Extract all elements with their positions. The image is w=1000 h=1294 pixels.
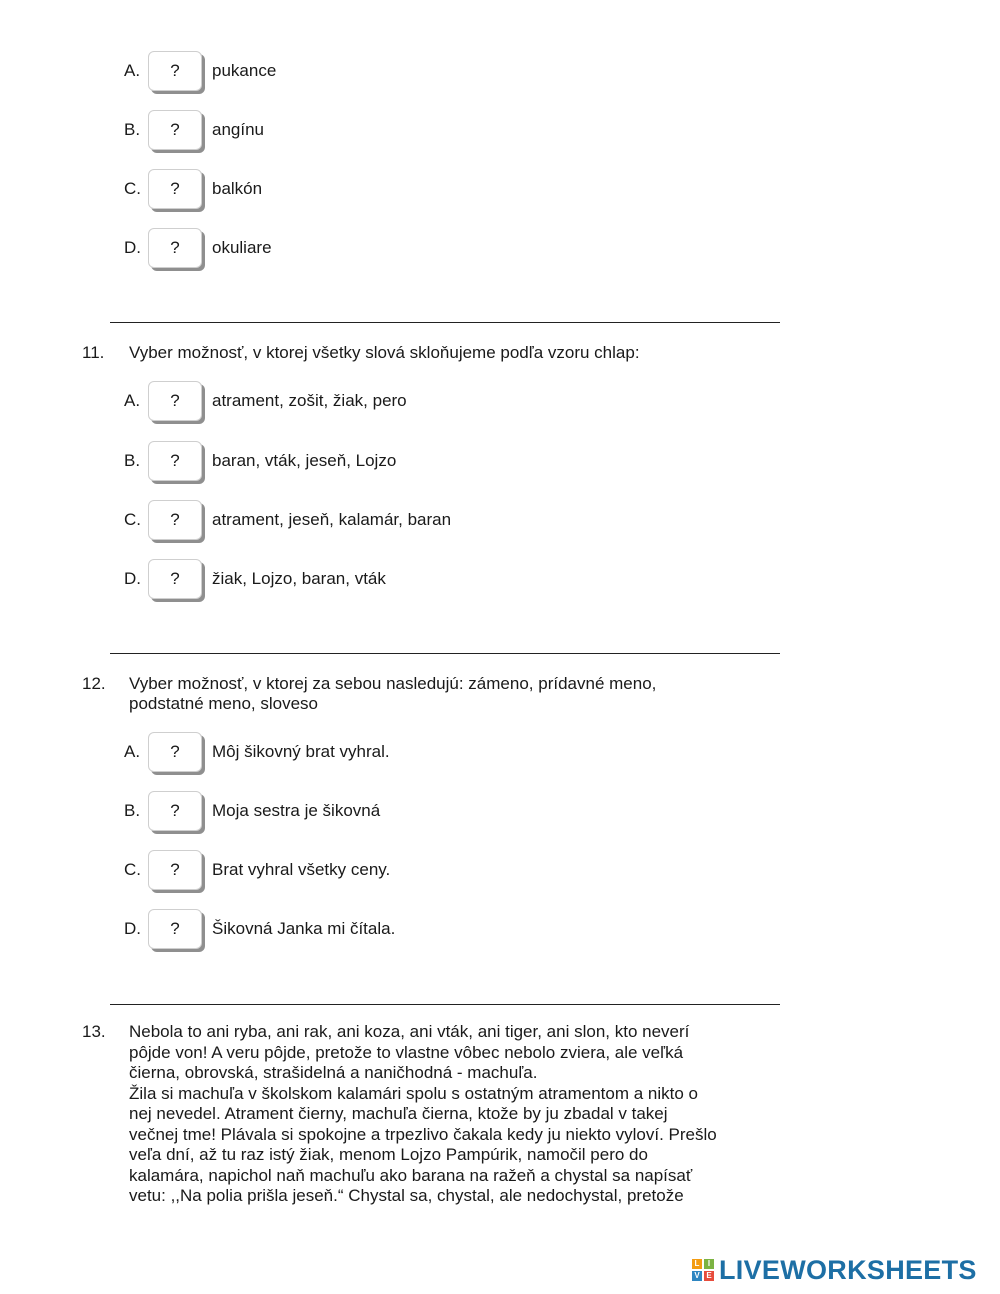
passage-line: veľa dní, až tu raz istý žiak, menom Lojzo Pampúrik, namočil pero do [129,1145,648,1164]
passage-line: Nebola to ani ryba, ani rak, ani koza, ani vták, ani tiger, ani slon, kto neverí [129,1022,690,1041]
passage-line: nej nevedel. Atrament čierny, machuľa čierna, ktože by ju zbadal v takej [129,1104,668,1123]
passage-line: pôjde von! A veru pôjde, pretože to vlastne vôbec nebolo zviera, ale veľká [129,1042,684,1062]
option-letter: C. [124,510,141,529]
answer-dropdown-12c[interactable]: ? [148,850,202,890]
question-number: 13. [82,1022,106,1041]
question-text [129,674,749,714]
option-text: atrament, jeseň, kalamár, baran [212,510,452,529]
logo-wordmark: LIVEWORKSHEETS [719,1254,977,1285]
passage-line: kalamára, napichol naň machuľu ako barana na ražeň a chystal sa napísať [129,1165,693,1185]
logo-letter: V [692,1271,702,1281]
option-letter: A. [124,742,141,761]
question-text-line: Vyber možnosť, v ktorej za sebou nasledujú: zámeno, prídavné meno, [129,674,657,693]
option-letter: C. [124,179,141,198]
passage-line: večnej tme! Plávala si spokojne a trpezlivo čakala kedy ju niekto vyloví. Prešlo [129,1124,717,1144]
option-text: Môj šikovný brat vyhral. [212,742,390,761]
option-text: balkón [212,179,263,198]
option-letter: D. [124,238,141,257]
answer-dropdown-10d[interactable]: ? [148,228,202,268]
option-letter: B. [124,120,141,139]
logo-mark-icon [692,1259,714,1281]
passage-line: Žila si machuľa v školskom kalamári spolu s ostatným atramentom a nikto o [129,1083,699,1103]
answer-dropdown-12d[interactable]: ? [148,909,202,949]
question-number: 12. [82,674,106,693]
question-text: Vyber možnosť, v ktorej všetky slová skloňujeme podľa vzoru chlap: [129,343,640,362]
answer-dropdown-12a[interactable]: ? [148,732,202,772]
divider [110,322,780,323]
option-text: angínu [212,120,264,139]
passage-line: vetu: ,,Na polia prišla jeseň.“ Chystal sa, chystal, ale nedochystal, pretože [129,1186,684,1205]
option-letter: D. [124,569,141,588]
answer-dropdown-12b[interactable]: ? [148,791,202,831]
answer-dropdown-11c[interactable]: ? [148,500,202,540]
logo-letter: E [704,1271,714,1281]
option-letter: B. [124,801,141,820]
option-letter: B. [124,451,141,470]
option-text: baran, vták, jeseň, Lojzo [212,451,397,470]
answer-dropdown-10c[interactable]: ? [148,169,202,209]
logo-letter: L [692,1259,702,1269]
question-text-line: podstatné meno, sloveso [129,694,319,713]
answer-dropdown-10a[interactable]: ? [148,51,202,91]
option-text: Moja sestra je šikovná [212,801,381,820]
option-letter: A. [124,391,141,410]
option-letter: A. [124,61,141,80]
option-text: pukance [212,61,277,80]
divider [110,1004,780,1005]
reading-passage [129,1022,779,1207]
divider [110,653,780,654]
option-text: atrament, zošit, žiak, pero [212,391,407,410]
option-text: Brat vyhral všetky ceny. [212,860,391,879]
option-text: Šikovná Janka mi čítala. [212,919,396,938]
option-text: žiak, Lojzo, baran, vták [212,569,386,588]
option-letter: D. [124,919,141,938]
option-text: okuliare [212,238,272,257]
logo-letter: I [704,1259,714,1269]
answer-dropdown-10b[interactable]: ? [148,110,202,150]
answer-dropdown-11a[interactable]: ? [148,381,202,421]
option-letter: C. [124,860,141,879]
passage-line: čierna, obrovská, strašidelná a naničhodná - machuľa. [129,1063,538,1082]
question-number: 11. [82,343,105,362]
answer-dropdown-11d[interactable]: ? [148,559,202,599]
answer-dropdown-11b[interactable]: ? [148,441,202,481]
liveworksheets-logo [692,1254,977,1286]
